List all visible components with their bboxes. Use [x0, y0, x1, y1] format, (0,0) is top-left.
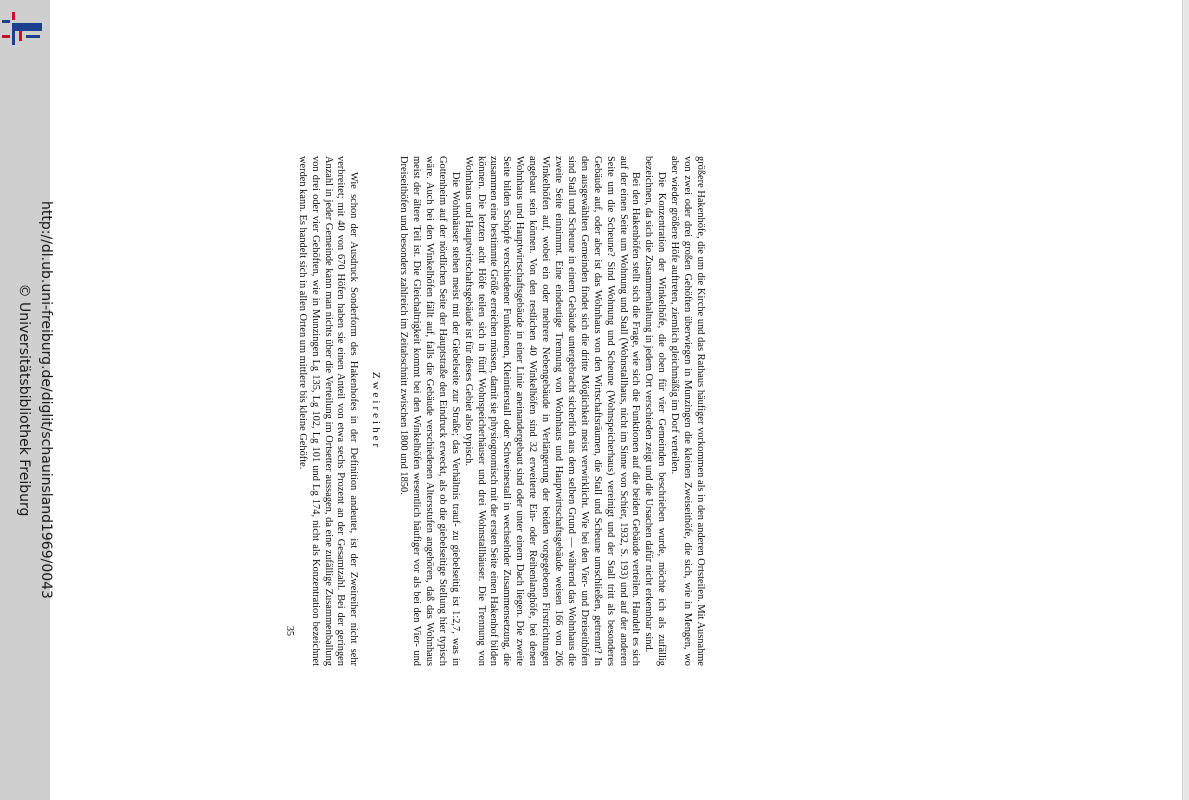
- page-text: [284, 156, 706, 666]
- right-edge: [1182, 0, 1189, 800]
- source-info: [0, 20, 57, 780]
- paragraph: Die Konzentration der Winkelhöfe, die oben für vier Gemeinden beschrieben wurde, möchte ich als zufällig bezeichnen, da sich die Zusammenhaltung in jedem Ort verschieden zeigt und die Ursachen dafür nicht erkennbar sind.: [643, 156, 668, 666]
- section-heading: Zweireiher: [370, 371, 383, 451]
- source-url[interactable]: http://dl.ub.uni-freiburg.de/diglit/schauinsland1969/0043: [38, 201, 54, 599]
- paragraph: Die Wohnhäuser stehen meist mit der Giebelseite zur Straße; das Verhältnis trauf- zu giebelseitig ist 1:2,7, was in Gottenheim auf der nördlichen Seite der Hauptstraße den Eindruck erweckt, als ob die giebelseitige Stellung hier typisch wäre. Auch bei den Winkelhöfen fällt auf, falls die Gebäude verschiedenen Altersstufen angehören, daß das Wohnhaus meist der ältere Teil ist. Die Gleichaltrigkeit kommt bei den Winkelhöfen wesentlich häufiger vor als bei den Vier- und Dreiseithöfen und besonders zahlreich im Zeitabschnitt zwischen 1800 und 1850.: [398, 156, 461, 666]
- paragraph: Bei den Hakenhöfen stellt sich die Frage, wie sich die Funktionen auf die beiden Gebäude verteilen. Handelt es sich auf der einen Seite um Wohnung und Stall (Wohnstallhaus, nicht im Sinne von Schier, 1932, S. 193) und auf der anderen Seite um die Scheune? Sind Wohnung und Scheune (Wohnspeicherhaus) vereinigt und der Stall tritt als besonderes Gebäude auf, oder aber ist das Wohnhaus von den Wirtschaftsräumen, die Stall und Scheune umschließen, getrennt? In den ausgewählten Gemeinden findet sich die dritte Möglichkeit meist verwirklicht. Wie bei den Vier- und Dreiseithöfen sind Stall und Scheune in einem Gebäude untergebracht sicherlich aus dem selben Grund — während das Wohnhaus die zweite Seite einnimmt. Eine eindeutige Trennung von Wohnhaus und Hauptwirtschaftsgebäude weisen 166 von 206 Winkelhöfen auf, wobei ein oder mehrere Nebengebäude in Verlängerung der beiden vorgegebenen Firstrichtungen angebaut sein können. Von den restlichen 40 Winkelhöfen sind 32 erweiterte Ein- oder Reihenlanghöfe, bei denen Wohnhaus und Hauptwirtschaftsgebäude in einer Linie aneinandergebaut sind oder unter einem Dach liegen. Die zweite Seite bilden Schöpfe verschiedener Funktionen, Kleintierstall oder Schweinestall in wechselnder Zusammensetzung, die zusammen eine bestimmte Größe erreichen müssen, damit sie physiognomisch mit der ersten Seite einen Hakenhof bilden können. Die letzten acht Höfe teilen sich in fünf Wohnspeicherhäuser und drei Wohnstallhäuser. Die Trennung von Wohnhaus und Hauptwirtschaftsgebäude ist für dieses Gebiet also typisch.: [462, 156, 642, 666]
- scanned-page: [284, 156, 706, 666]
- page-number: 35: [283, 626, 295, 636]
- copyright-notice: © Universitätsbibliothek Freiburg: [16, 283, 32, 517]
- paragraph: Wie schon der Ausdruck Sonderform des Hakenhofes in der Definition andeutet, ist der Zweireiher nicht sehr verbreitet; mit 40 von 670 Höfen haben sie einen Anteil von etwa sechs Prozent an der Gesamtzahl. Bei der geringen Anzahl in jeder Gemeinde kann man nichts über die Verteilung im Ortsetter aussagen, da eine zufällige Zusammenballung von drei oder vier Gehöften, wie in Munzingen Lg 135, Lg 102, Lg 101 und Lg 174, nicht als Konzentration bezeichnet werden kann. Es handelt sich in allen Orten um mittlere bis kleine Gehöfte.: [296, 156, 360, 666]
- paragraph: größere Hakenhöfe, die um die Kirche und das Rathaus häufiger vorkommen als in den anderen Ortsteilen. Mit Ausnahme von zwei oder drei großen Gehöften überwiegen in Munzingen die kleinen Zweiseithöfe, die sich, wie in Mengen, wo aber wieder größere Höfe auftreten, ziemlich gleichmäßig im Dorf verteilen.: [669, 156, 706, 666]
- sidebar: [0, 0, 54, 800]
